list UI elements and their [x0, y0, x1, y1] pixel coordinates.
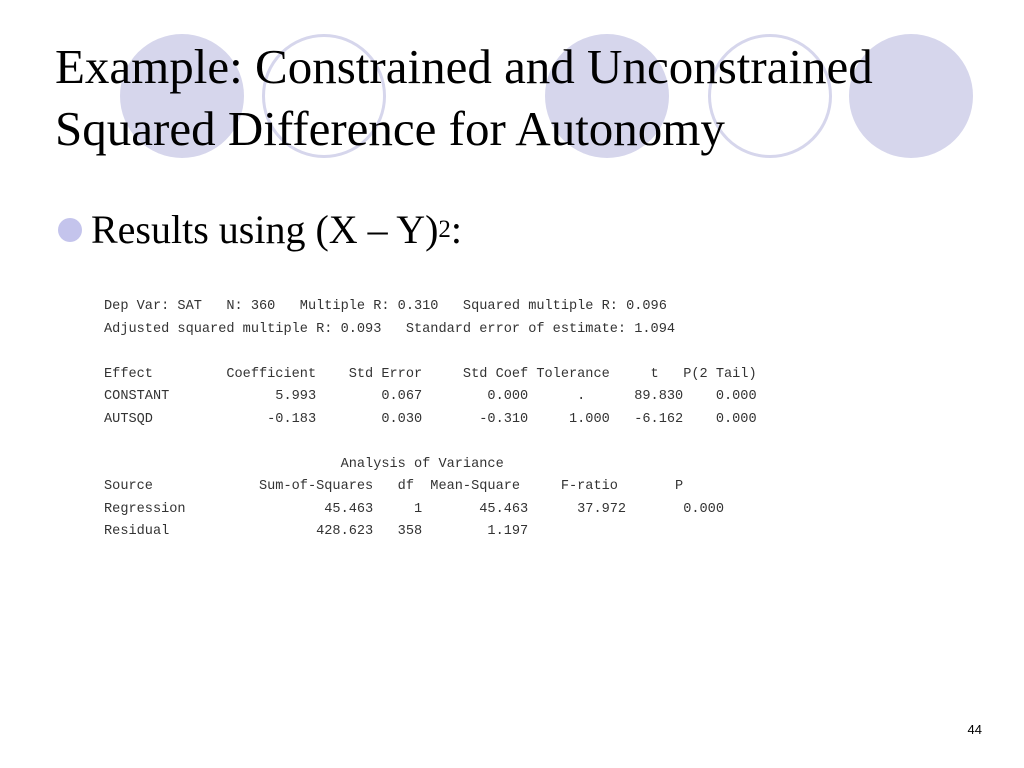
- anova-title: Analysis of Variance: [104, 456, 504, 472]
- regression-output: [104, 296, 757, 544]
- coefficient-row-autsqd: AUTSQD -0.183 0.030 -0.310 1.000 -6.162 0.000: [104, 411, 757, 427]
- bullet-superscript: 2: [438, 216, 451, 243]
- output-blank-line: [104, 341, 757, 364]
- bullet-text: Results using (X – Y): [91, 207, 439, 252]
- coefficient-table-header: Effect Coefficient Std Error Std Coef Tolerance t P(2 Tail): [104, 366, 757, 382]
- page-number: 44: [967, 722, 982, 737]
- output-blank-line: [104, 431, 757, 454]
- output-header-line-1: Dep Var: SAT N: 360 Multiple R: 0.310 Squared multiple R: 0.096: [104, 299, 667, 314]
- output-header-line-2: Adjusted squared multiple R: 0.093 Standard error of estimate: 1.094: [104, 321, 676, 337]
- anova-row-regression: Regression 45.463 1 45.463 37.972 0.000: [104, 501, 724, 517]
- bullet-dot-icon: [58, 218, 82, 242]
- slide-title: [55, 36, 873, 160]
- anova-row-residual: Residual 428.623 358 1.197: [104, 524, 529, 539]
- slide-title-line-1: Example: Constrained and Unconstrained: [55, 39, 873, 94]
- anova-table-header: Source Sum-of-Squares df Mean-Square F-ratio P: [104, 479, 684, 494]
- bullet-item: [58, 202, 462, 258]
- slide-title-line-2: Squared Difference for Autonomy: [55, 101, 725, 156]
- coefficient-row-constant: CONSTANT 5.993 0.067 0.000 . 89.830 0.000: [104, 389, 757, 404]
- bullet-suffix: :: [450, 207, 463, 252]
